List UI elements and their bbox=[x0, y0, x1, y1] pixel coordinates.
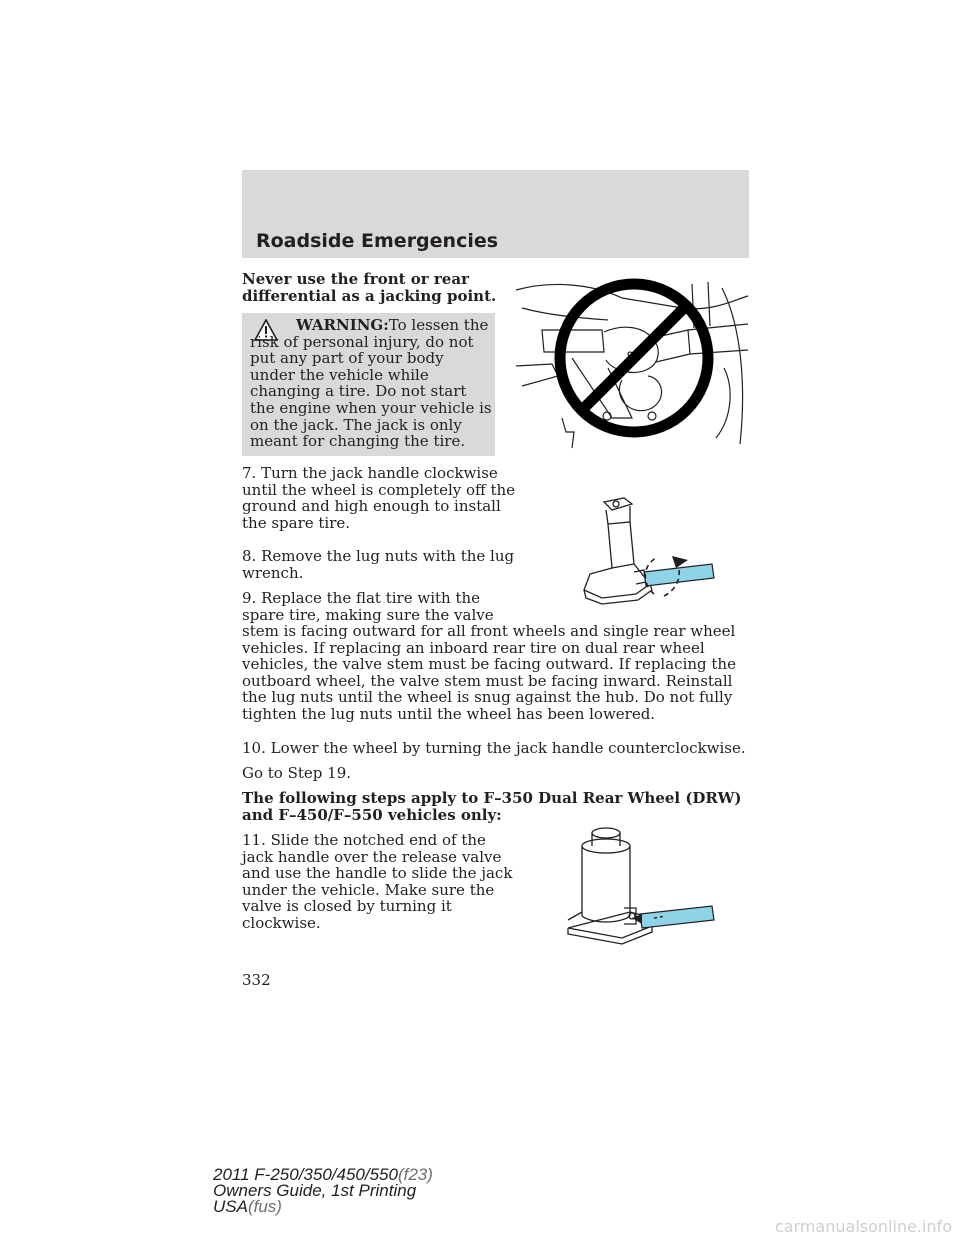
footer-market: USA bbox=[213, 1197, 248, 1216]
section-title: Roadside Emergencies bbox=[256, 230, 499, 252]
step-9-text-top bbox=[242, 590, 494, 623]
step-8-text bbox=[242, 548, 514, 581]
intro-line-1: Never use the front or rear bbox=[242, 270, 469, 288]
step-7-text bbox=[242, 465, 515, 531]
document-footer bbox=[213, 1167, 433, 1215]
step-11-line: under the vehicle. Make sure the bbox=[242, 880, 495, 899]
step-8-line: 8. Remove the lug nuts with the lug bbox=[242, 547, 515, 565]
step-7-line: until the wheel is completely off the bbox=[242, 480, 516, 499]
step-11-line: 11. Slide the notched end of the bbox=[242, 831, 486, 849]
footer-market-code: (fus) bbox=[247, 1197, 282, 1216]
intro-warning-text bbox=[242, 271, 496, 304]
step-9-line: 9. Replace the flat tire with the bbox=[242, 589, 481, 607]
step-10-text: 10. Lower the wheel by turning the jack handle counterclockwise. bbox=[242, 739, 746, 757]
step-11-line: jack handle over the release valve bbox=[242, 847, 502, 866]
page-number: 332 bbox=[242, 971, 271, 989]
step-7-line: ground and high enough to install bbox=[242, 497, 501, 516]
footer-line-2: Owners Guide, 1st Printing bbox=[213, 1181, 417, 1200]
bottle-jack-release-valve-illustration bbox=[562, 824, 717, 946]
footer-line-3 bbox=[213, 1199, 433, 1215]
section-header-band bbox=[242, 170, 749, 258]
warning-paragraph bbox=[250, 317, 492, 450]
step-11-line: and use the handle to slide the jack bbox=[242, 864, 513, 883]
step-9-text-full: stem is facing outward for all front wheels and single rear wheel vehicles. If replacing an inboard rear tire on dual rear wheel vehicles, the valve stem must be facing outward. If replacing the outboard wheel, the valve stem must be facing inward. Reinstall the lug nuts until the wheel is snug against the hub. Do not fully tighten the lug nuts until the wheel has been lowered. bbox=[242, 622, 736, 723]
drw-heading: The following steps apply to F–350 Dual Rear Wheel (DRW) and F–450/F–550 vehicles only: bbox=[242, 789, 742, 824]
step-11-line: valve is closed by turning it bbox=[242, 897, 452, 916]
step-8-line: wrench. bbox=[242, 563, 304, 582]
warning-label: WARNING: bbox=[296, 316, 389, 334]
step-11-line: clockwise. bbox=[242, 913, 321, 932]
step-9-line: spare tire, making sure the valve bbox=[242, 605, 494, 624]
warning-body: To lessen the risk of personal injury, do not put any part of your body under the vehicle while changing a tire. Do not start the engine when your vehicle is on the jack. The jack is only meant for changing the tire. bbox=[250, 316, 492, 451]
jack-handle-clockwise-illustration bbox=[572, 494, 717, 606]
step-7-line: the spare tire. bbox=[242, 513, 351, 532]
step-11-text bbox=[242, 832, 512, 932]
footer-model: 2011 F-250/350/450/550 bbox=[213, 1165, 398, 1184]
intro-line-2: differential as a jacking point. bbox=[242, 286, 497, 305]
footer-model-code: (f23) bbox=[397, 1165, 433, 1184]
step-7-line: 7. Turn the jack handle clockwise bbox=[242, 464, 498, 482]
watermark: carmanualsonline.info bbox=[774, 1217, 952, 1236]
warning-box bbox=[242, 313, 495, 456]
differential-no-jack-illustration bbox=[512, 268, 752, 450]
goto-step-text: Go to Step 19. bbox=[242, 764, 352, 782]
